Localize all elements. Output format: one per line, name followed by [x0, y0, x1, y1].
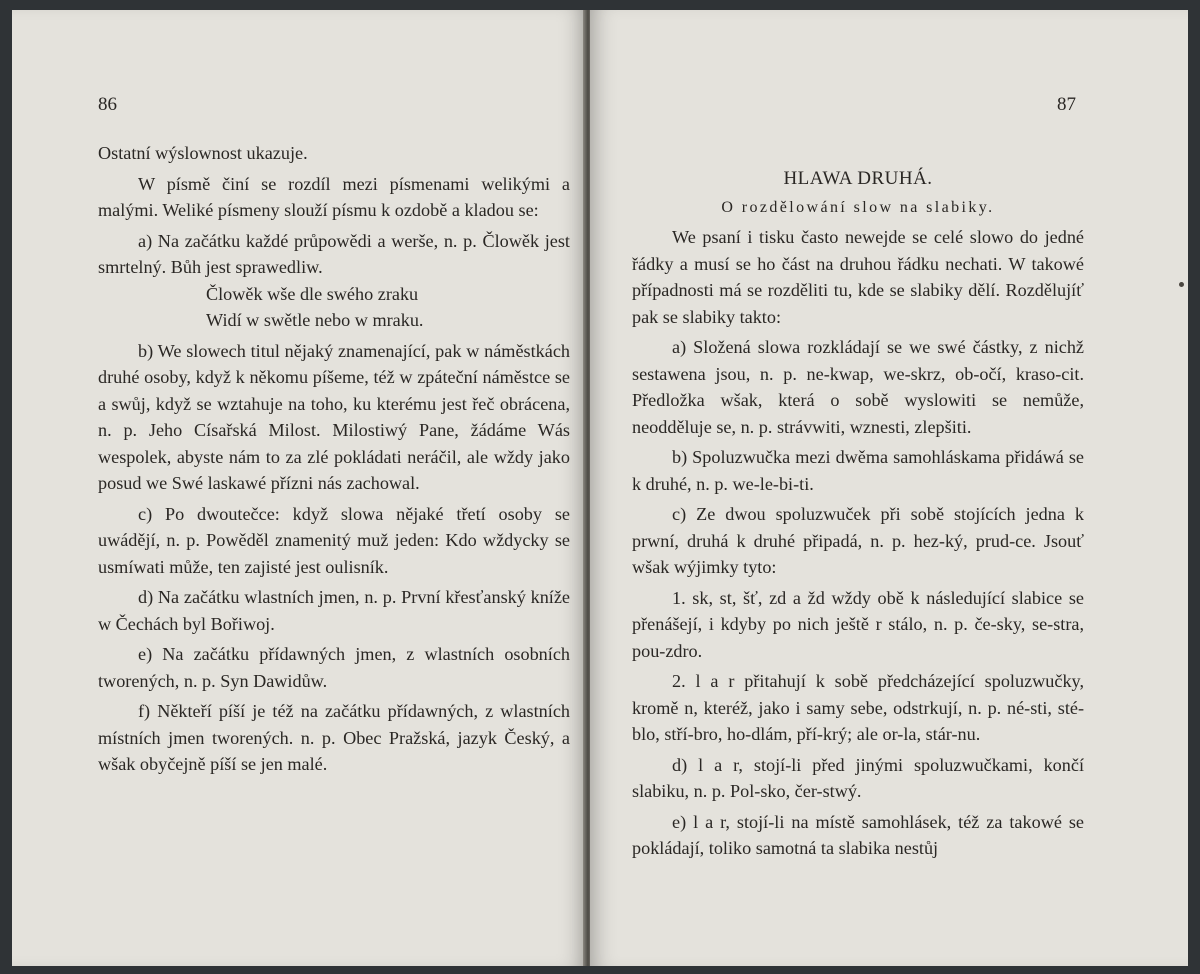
- paragraph: e) l a r, stojí-li na místě samohlásek, též za takowé se pokládají, toliko samotná ta slabika nestůj: [632, 811, 1084, 858]
- paragraph: a) Složená slowa rozkládají se we swé částky, z nichž sestawena jsou, n. p. ne-kwap, we-skrz, ob-očí, kraso-cit. Předložka wšak, která o sobě wyslowiti se nemůže, neodděluje se, n. p. strávwiti, wznesti, zlepšiti.: [632, 337, 1084, 437]
- paragraph: 1. sk, st, šť, zd a žd wždy obě k následující slabice se přenášejí, i kdyby po nich ještě r stálo, n. p. če-sky, se-stra, pou-zdro.: [632, 587, 1084, 661]
- paragraph: f) Někteří píší je též na začátku přídawných, z wlastních místních jmen tworených. n. p. Obec Pražská, jazyk Český, a wšak obyčejně píší se jen malé.: [98, 701, 570, 774]
- paragraph: a) Na začátku každé průpowědi a werše, n. p. Člowěk jest smrtelný. Bůh jest sprawedliw.: [98, 230, 570, 277]
- poem-line: Člowěk wše dle swého zraku: [206, 283, 419, 304]
- paragraph: b) We slowech titul nějaký znamenající, pak w náměstkách druhé osoby, když k někomu píšeme, též w zpáteční náměstce se a swůj, když se wztahuje na toho, ku kterému jest řeč obrácena, n. p. Jeho Císařská Milost. Milostiwý Pane, žádáme Wás wespolek, abyste nám to za zlé pokládati neráčil, ale wždy jako posud we Swé laskawé přízni nás zachowal.: [98, 340, 570, 493]
- paragraph: c) Ze dwou spoluzwuček při sobě stojících jedna k prwní, druhá k druhé připadá, n. p. hez-ký, prud-ce. Jsouť wšak wýjimky tyto:: [632, 504, 1084, 577]
- page-number-left: 86: [98, 94, 117, 115]
- left-page-text: [98, 140, 570, 778]
- page-speck: [1179, 282, 1184, 287]
- paragraph: d) Na začátku wlastních jmen, n. p. První křesťanský kníže w Čechách byl Bořiwoj.: [98, 587, 570, 634]
- paragraph: 2. l a r přitahují k sobě předcházející spoluzwučky, kromě n, kteréž, jako i samy sebe, odstrkují, n. p. né-sti, sté-blo, stří-bro, ho-dlám, pří-krý; ale or-la, stár-nu.: [632, 671, 1084, 744]
- chapter-title: HLAWA DRUHÁ.: [783, 168, 933, 189]
- book-spread: [12, 10, 1188, 966]
- paragraph: b) Spoluzwučka mezi dwěma samohláskama přidáwá se k druhé, n. p. we-le-bi-ti.: [632, 447, 1084, 494]
- paragraph: Ostatní wýslownost ukazuje.: [98, 143, 308, 163]
- paragraph: e) Na začátku přídawných jmen, z wlastních osobních tworených, n. p. Syn Dawidůw.: [98, 644, 570, 691]
- paragraph: c) Po dwoutečce: když slowa nějaké třetí osoby se uwádějí, n. p. Powěděl znamenitý muž jeden: Kdo wždycky se usmíwati může, ten zajisté jest oulisník.: [98, 503, 570, 577]
- right-page: [590, 10, 1188, 966]
- right-page-text: [632, 166, 1084, 862]
- paragraph: We psaní i tisku často newejde se celé slowo do jedné řádky a musí se ho část na druhou řádku nechati. W takowé případnosti má se rozděliti tu, kde se slabiky dělí. Rozdělujíť pak se slabiky takto:: [632, 227, 1084, 327]
- page-number-right: 87: [1057, 94, 1076, 115]
- paragraph: W písmě činí se rozdíl mezi písmenami welikými a malými. Weliké písmeny slouží písmu k ozdobě a kladou se:: [98, 173, 570, 220]
- paragraph: d) l a r, stojí-li před jinými spoluzwučkami, končí slabiku, n. p. Pol-sko, čer-stwý.: [632, 754, 1084, 801]
- left-page: [12, 10, 586, 966]
- poem-line: Widí w swětle nebo w mraku.: [206, 310, 424, 330]
- chapter-subtitle: O rozdělowání slow na slabiky.: [721, 198, 995, 216]
